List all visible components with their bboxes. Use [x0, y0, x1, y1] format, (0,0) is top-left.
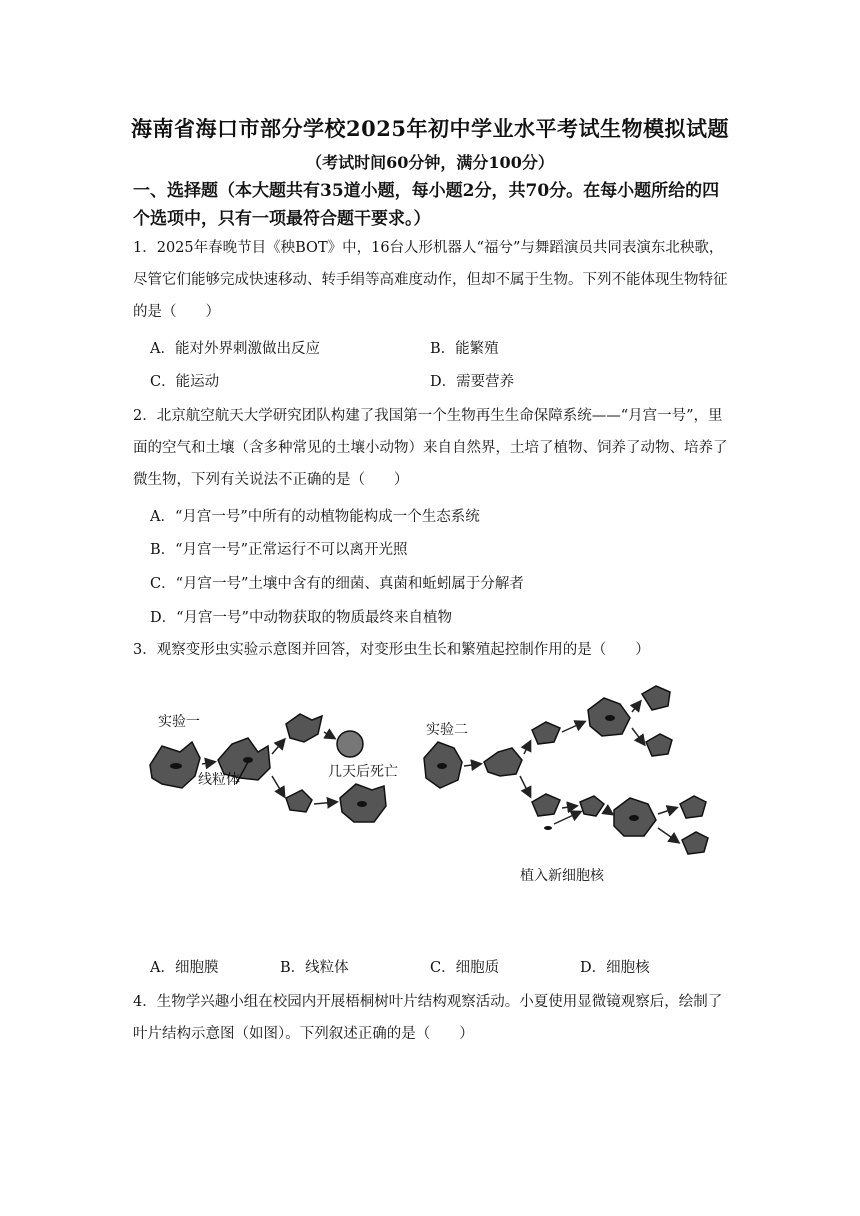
question-1-stem: 1．2025年春晚节目《秧BOT》中，16台人形机器人“福兮”与舞蹈演员共同表演东北秧歌，尽管它们能够完成快速移动、转手绢等高难度动作，但却不属于生物。下列不能体现生物特征的是（ ） — [133, 240, 728, 320]
q1-option-a: A．能对外界刺激做出反应 — [150, 341, 320, 357]
experiment-2-label: 实验二 — [426, 722, 468, 738]
q3-option-d: D．细胞核 — [580, 960, 650, 976]
mitochondria-label: 线粒体 — [198, 772, 240, 788]
arrow-icon — [202, 762, 214, 764]
section-heading: 一、选择题（本大题共有35道小题，每小题2分，共70分。在每小题所给的四个选项中，只有一项最符合题干要求。） — [133, 181, 720, 229]
arrow-icon — [272, 776, 284, 796]
experiment-1-label: 实验一 — [158, 714, 200, 730]
arrow-icon — [314, 802, 336, 804]
amoeba-icon — [286, 714, 322, 742]
new-nucleus-label: 植入新细胞核 — [520, 868, 604, 884]
q1-option-d: D．需要营养 — [430, 374, 515, 390]
amoeba-icon — [680, 796, 706, 818]
arrow-icon — [562, 806, 576, 808]
arrow-icon — [554, 812, 580, 824]
q3-option-a: A．细胞膜 — [150, 960, 219, 976]
amoeba-icon — [484, 748, 522, 776]
question-4-stem: 4．生物学兴趣小组在校园内开展梧桐树叶片结构观察活动。小夏使用显微镜观察后，绘制了叶片结构示意图（如图）。下列叙述正确的是（ ） — [133, 994, 723, 1042]
exam-subtitle: （考试时间60分钟，满分100分） — [306, 153, 554, 172]
q1-option-c: C．能运动 — [150, 374, 220, 390]
arrow-icon — [658, 808, 676, 814]
page-title: 海南省海口市部分学校2025年初中学业水平考试生物模拟试题 — [131, 116, 729, 141]
q2-option-b: B．“月宫一号”正常运行不可以离开光照 — [150, 542, 408, 558]
dead-amoeba-icon — [337, 731, 363, 757]
amoeba-icon — [532, 722, 560, 744]
question-3-stem: 3．观察变形虫实验示意图并回答，对变形虫生长和繁殖起控制作用的是（ ） — [133, 642, 650, 658]
amoeba-icon — [286, 790, 312, 812]
arrow-icon — [658, 828, 678, 842]
death-label: 几天后死亡 — [328, 764, 398, 780]
amoeba-icon — [642, 686, 670, 710]
q2-option-a: A．“月宫一号”中所有的动植物能构成一个生态系统 — [150, 509, 480, 525]
arrow-icon — [464, 764, 480, 766]
q3-option-b: B．线粒体 — [280, 960, 349, 976]
q3-option-c: C．细胞质 — [430, 960, 500, 976]
q2-option-c: C．“月宫一号”土壤中含有的细菌、真菌和蚯蚓属于分解者 — [150, 576, 524, 592]
arrow-icon — [562, 722, 584, 732]
amoeba-icon — [580, 796, 604, 816]
amoeba-experiment-figure — [140, 680, 730, 900]
arrow-icon — [520, 776, 530, 796]
amoeba-icon — [646, 734, 672, 756]
arrow-icon — [632, 702, 640, 712]
q2-option-d: D．“月宫一号”中动物获取的物质最终来自植物 — [150, 610, 452, 626]
new-nucleus-icon — [544, 826, 552, 830]
arrow-icon — [324, 732, 334, 738]
arrow-icon — [606, 810, 612, 814]
arrow-icon — [524, 742, 530, 754]
arrow-icon — [272, 740, 284, 754]
amoeba-icon — [532, 794, 560, 816]
amoeba-icon — [682, 832, 708, 854]
arrow-icon — [632, 728, 644, 744]
q1-option-b: B．能繁殖 — [430, 341, 499, 357]
question-2-stem: 2．北京航空航天大学研究团队构建了我国第一个生物再生生命保障系统——“月宫一号”，里面的空气和土壤（含多种常见的土壤小动物）来自自然界，土培了植物、饲养了动物、培养了微生物，下列有关说法不正确的是（ ） — [133, 408, 728, 488]
